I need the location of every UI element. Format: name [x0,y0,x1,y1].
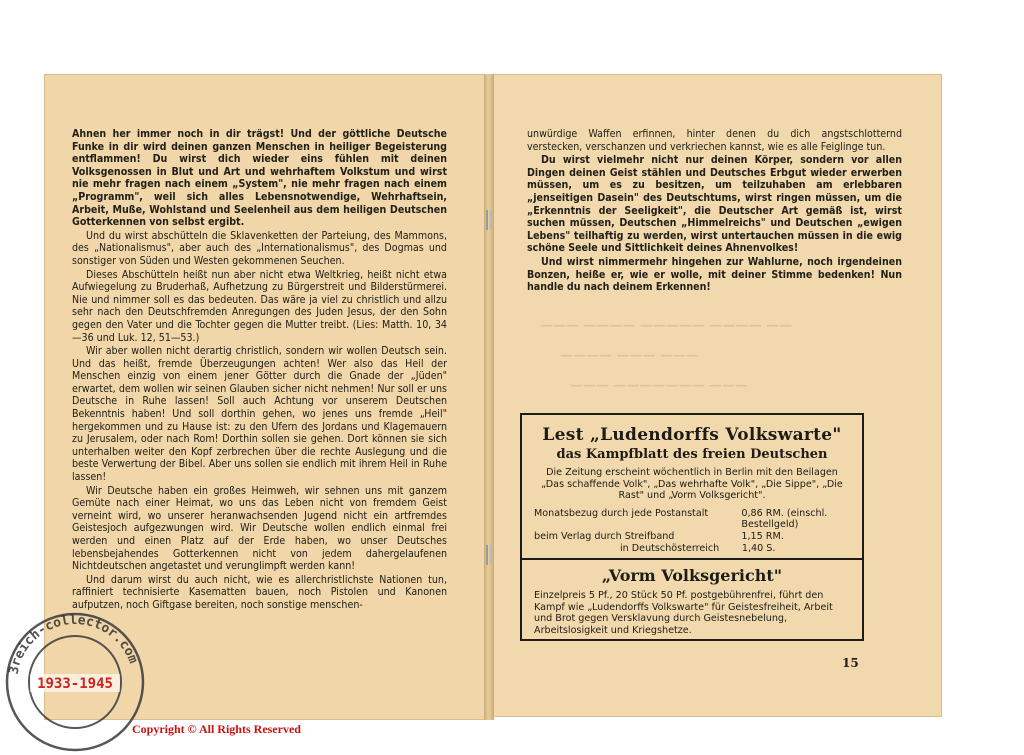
watermark-stamp-icon [0,610,150,755]
left-page-text [72,128,447,613]
advertisement-box [520,413,864,641]
paragraph: Ahnen her immer noch in dir trägst! Und der göttliche Deutsche Funke in dir wird deinen ganzen Menschen in heiliger Begeisterung entflammen! Du wirst dich wieder eins fühlen mit deinen Volksgenossen in Blut und Art und wehrhaftem Volkstum und wirst nie mehr fragen nach einem „System", nie mehr fragen nach einem „Programm", weil sich alles Lebensnotwendige, Wehrhaftsein, Arbeit, Muße, Wohlstand und Seelenheil aus dem heiligen Deutschen Gotterkennen von selbst ergibt. [72,128,447,229]
right-page-text [527,128,902,295]
show-through-text: ——— ———— ————— ———— —— [540,318,793,333]
page-number: 15 [842,656,859,670]
ad-subheadline: das Kampfblatt des freien Deutschen [556,447,828,462]
price-label: Monatsbezug durch jede Postanstalt [534,507,709,519]
paragraph: Wir aber wollen nicht derartig christlich, sondern wir wollen Deutsch sein. Und das heißt, fremde Überzeugungen achten! Wer also das Heil der Menschen einzig von einem jener Götter durch die Gnade der „Jüden" erwartet, dem wollen wir seinen Glauben sicher nicht nehmen! Nur soll er uns Deutsche in Ruhe lassen! Soll auch Achtung vor unserem Deutschen Bekenntnis haben! Und soll dorthin gehen, wo jenes uns fremde „Heil" hergekommen und zu Hause ist: zu den Ufern des Jordans und Klagemauern zu Jerusalem, oder nach Rom! Dorthin sollen sie gehen. Dort können sie sich unterhalben weiter den Kopf zerbrechen über die rechte Auslegung und die beste Verwertung der Bibel. Aber uns sollen sie endlich mit ihrem Heil in Ruhe lassen! [72,345,447,484]
copyright-notice: Copyright © All Rights Reserved [132,722,301,736]
paragraph: Und du wirst abschütteln die Sklavenketten der Parteiung, des Mammons, des „Nationalismus", aber auch des „Internationalismus", des Dogmas und sonstiger von Süden und Westen gekommenen Seuchen. [72,229,447,267]
ad-price-row [534,508,850,531]
paragraph: Wir Deutsche haben ein großes Heimweh, wir sehnen uns mit ganzem Gemüte nach einer Heimat, wo uns das Leben nicht von fremdem Geist verneint wird, wo unserer heranwachsenden Jugend nicht ein artfremdes Geistesjoch aufgezwungen wird. Wir Deutsche wollen endlich einmal frei werden und einen Platz auf der Erde haben, wo unser Deutsches lebensbejahendes Gotterkennen nicht von jedem dahergelaufenen Nichtdeutschen angetastet und verunglimpft werden kann! [72,484,447,573]
ad-price-row [534,543,850,555]
paragraph: Und darum wirst du auch nicht, wie es allerchristlichste Nationen tun, raffiniert technisierte Kasematten bauen, noch Pistolen und Kanonen aufputzen, noch Giftgase bereiten, noch sonstige menschen- [72,573,447,611]
paragraph: Du wirst vielmehr nicht nur deinen Körper, sondern vor allen Dingen deinen Geist stählen und Deutsches Erbgut wieder erwerben müssen, um es zu besitzen, um teilzuhaben am erlebbaren „jenseitigen Dasein" des Deutschtums, wirst ringen müssen, um die „Erkenntnis der Seeligkeit", die Deutscher Art gemäß ist, wirst suchen müssen, Deutschen „Himmelreichs" und Deutschen „ewigen Lebens" teilhaftig zu werden, wirst untertauchen müssen in die ewig schöne Seele und Sittlichkeit deines Ahnenvolkes! [527,154,902,255]
staple-bottom [486,545,492,565]
ad-price-row [534,531,850,543]
price-value: 1,40 S. [741,542,776,554]
ad-headline: Lest „Ludendorffs Volkswarte" [542,425,842,445]
paragraph: Dieses Abschütteln heißt nun aber nicht etwa Weltkrieg, heißt nicht etwa Aufwiegelung zu Bruderhaß, Aufhetzung zu Bürgerstreit und Bilderstürmerei. Nie und nimmer soll es das bedeuten. Das wäre ja viel zu christlich und allzu sehr nach den Deutschfremden Anregungen des Juden Jesus, der den Sohn gegen den Vater und die Tochter gegen die Mutter treibt. (Lies: Matth. 10, 34—36 und Luk. 12, 51—53.) [72,268,447,344]
price-value: 1,15 RM. [741,530,784,542]
ad-divider [522,558,862,560]
ad-description: Die Zeitung erscheint wöchentlich in Berlin mit den Beilagen „Das schaffende Volk", „Das wehrhafte Volk", „Die Sippe", „Die Rast" und „Vorm Volksgericht". [541,467,843,502]
paragraph: Und wirst nimmermehr hingehen zur Wahlurne, noch irgendeinen Bonzen, heiße er, wie er wolle, mit deiner Stimme bedenken! Nun handle du nach deinem Erkennen! [527,255,902,294]
svg-text:3reich-collector.com [7,613,141,676]
show-through-text: ———— ——— ——— [560,348,700,363]
ad-headline-2: „Vorm Volksgericht" [601,566,783,586]
show-through-text: ——— ——————— ——— [570,378,749,393]
book-gutter [484,74,494,720]
price-label: beim Verlag durch Streifband [534,530,675,542]
stamp-ring-text: 3reich-collector.com [6,612,141,676]
price-value: 0,86 RM. (einschl. Bestellgeld) [741,507,828,531]
ad-description-2: Einzelpreis 5 Pf., 20 Stück 50 Pf. postgebührenfrei, führt den Kampf wie „Ludendorffs Volkswarte" für Geistesfreiheit, Arbeit und Brot gegen Versklavung durch Geistesnebelung, Arbeitslosigkeit und Kriegshetze. [534,590,833,636]
price-label: in Deutschösterreich [620,542,720,554]
paragraph: unwürdige Waffen erfinnen, hinter denen du dich angstschlotternd verstecken, verschanzen und verkriechen kannst, wie es alle Feiglinge tun. [527,128,902,153]
stamp-years: 1933-1945 [37,676,113,692]
staple-top [486,210,492,230]
